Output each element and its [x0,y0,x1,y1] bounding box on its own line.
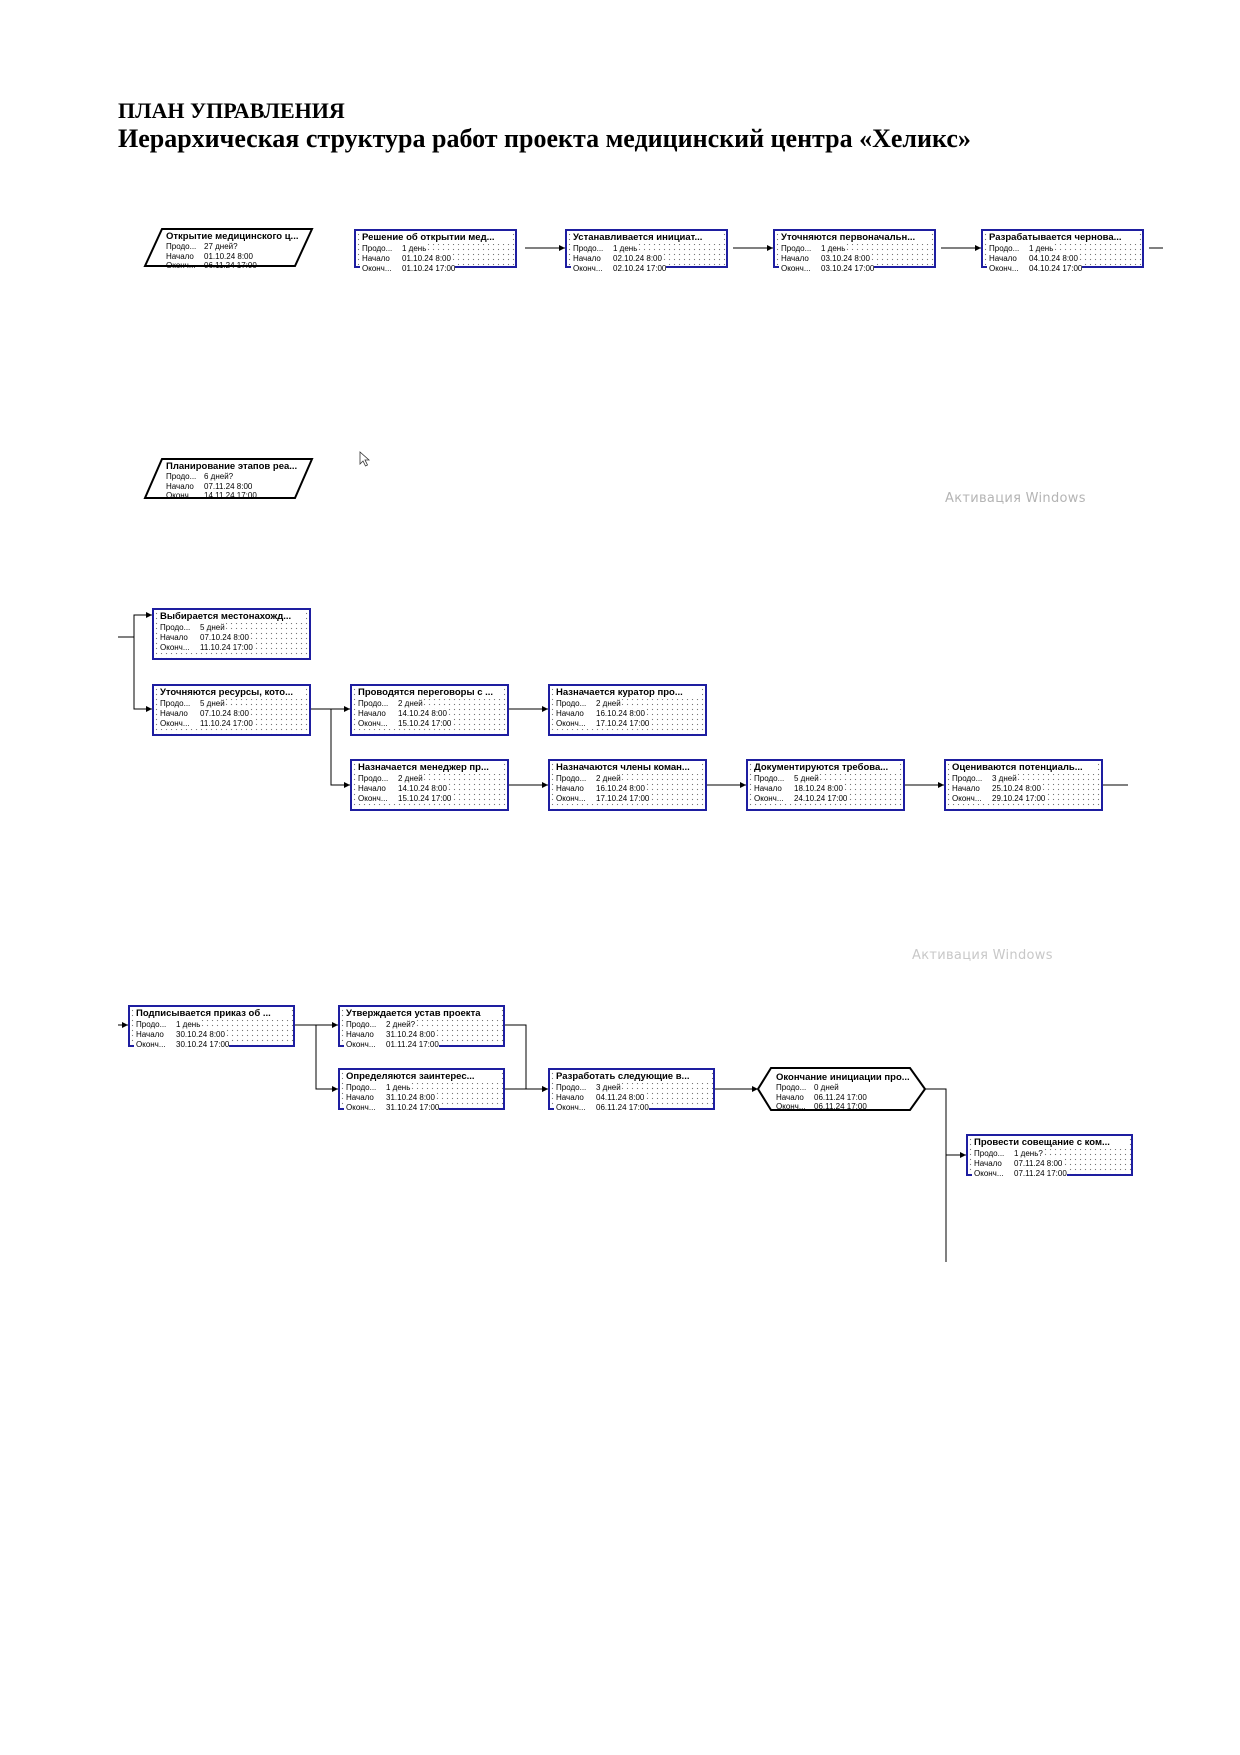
task-node-t3[interactable] [773,229,936,273]
field-value: 11.10.24 17:00 [200,643,253,652]
connector-t14-t16 [505,1025,548,1089]
field-label: Начало [344,1030,384,1040]
connector-t13-t15 [316,1025,338,1089]
field-value: 24.10.24 17:00 [794,794,848,803]
task-node-t12[interactable] [944,759,1103,811]
field-label: Продо... [356,699,396,709]
field-label: Начало [166,251,194,261]
field-value: 14.11.24 17:00 [204,491,257,500]
field-label: Продо... [554,1083,594,1093]
field-label: Начало [356,709,396,719]
field-label: Начало [987,254,1027,264]
field-value: 14.10.24 8:00 [398,784,447,793]
task-name: Открытие медицинского ц... [166,231,299,242]
field-value: 29.10.24 17:00 [992,794,1046,803]
field-label: Начало [158,633,198,643]
field-value: 5 дней [200,699,225,708]
field-label: Продо... [344,1083,384,1093]
field-label: Оконч... [571,264,611,274]
summary-task-s1[interactable] [152,228,302,270]
field-label: Оконч... [158,719,198,729]
field-label: Начало [554,784,594,794]
field-label: Продо... [972,1149,1012,1159]
task-name: Устанавливается инициат... [571,232,723,244]
field-label: Оконч... [134,1040,174,1050]
field-value: 5 дней [200,623,225,632]
field-value: 07.10.24 8:00 [200,633,249,642]
connector-t6-t9 [331,709,350,785]
field-label: Продо... [950,774,990,784]
plan-title: ПЛАН УПРАВЛЕНИЯ [118,98,345,123]
field-value: 07.11.24 8:00 [204,481,253,491]
field-value: 06.11.24 17:00 [596,1103,649,1112]
task-node-t4[interactable] [981,229,1144,273]
wbs-title: Иерархическая структура работ проекта медицинский центра «Хеликс» [118,123,971,153]
field-label: Начало [356,784,396,794]
field-label: Продо... [158,623,198,633]
field-value: 07.11.24 17:00 [1014,1169,1067,1178]
field-value: 31.10.24 17:00 [386,1103,440,1112]
field-value: 31.10.24 8:00 [386,1093,435,1102]
field-value: 03.10.24 8:00 [821,254,870,263]
field-label: Продо... [571,244,611,254]
field-value: 3 дней [596,1083,621,1092]
task-node-t1[interactable] [354,229,517,273]
field-value: 1 день? [1014,1149,1043,1158]
field-label: Начало [134,1030,174,1040]
field-value: 01.10.24 17:00 [402,264,456,273]
field-label: Оконч... [344,1103,384,1113]
field-value: 2 дней [398,774,423,783]
field-label: Оконч... [344,1040,384,1050]
field-value: 02.10.24 17:00 [613,264,667,273]
field-value: 06.11.24 17:00 [204,261,257,270]
field-value: 16.10.24 8:00 [596,709,645,718]
field-value: 02.10.24 8:00 [613,254,662,263]
field-value: 1 день [613,244,638,253]
connector-m1-down [925,1089,946,1262]
field-label: Продо... [554,699,594,709]
task-name: Уточняются первоначальн... [779,232,931,244]
field-value: 2 дней? [386,1020,416,1029]
field-value: 15.10.24 17:00 [398,719,452,728]
task-name: Уточняются ресурсы, кото... [158,687,306,699]
field-value: 6 дней? [204,472,234,481]
field-value: 1 день [1029,244,1054,253]
milestone-node-m1[interactable] [762,1068,912,1110]
task-name: Решение об открытии мед... [360,232,512,244]
field-label: Оконч... [158,643,198,653]
field-value: 11.10.24 17:00 [200,719,253,728]
task-name: Разработать следующие в... [554,1071,710,1083]
field-value: 16.10.24 8:00 [596,784,645,793]
task-node-t5[interactable] [152,608,311,660]
field-value: 04.10.24 8:00 [1029,254,1078,263]
field-value: 31.10.24 8:00 [386,1030,435,1039]
connector-in-t6 [134,637,152,709]
field-label: Оконч... [779,264,819,274]
task-name: Документируются требова... [752,762,900,774]
field-value: 14.10.24 8:00 [398,709,447,718]
field-label: Продо... [987,244,1027,254]
field-label: Начало [776,1092,804,1102]
field-value: 07.10.24 8:00 [200,709,249,718]
field-label: Оконч... [950,794,990,804]
field-value: 30.10.24 17:00 [176,1040,230,1049]
field-value: 04.11.24 8:00 [596,1093,645,1102]
field-label: Продо... [344,1020,384,1030]
field-value: 04.10.24 17:00 [1029,264,1083,273]
task-name: Провести совещание с ком... [972,1137,1128,1149]
field-label: Продо... [779,244,819,254]
field-label: Оконч... [356,719,396,729]
task-node-t9[interactable] [350,759,509,811]
field-value: 30.10.24 8:00 [176,1030,225,1039]
field-label: Оконч... [972,1169,1012,1179]
field-label: Оконч... [356,794,396,804]
field-value: 0 дней [814,1083,839,1092]
field-value: 2 дней [596,699,621,708]
task-node-t7[interactable] [350,684,509,736]
field-label: Оконч... [554,794,594,804]
field-label: Оконч... [554,719,594,729]
field-label: Начало [972,1159,1012,1169]
field-label: Начало [571,254,611,264]
task-node-t11[interactable] [746,759,905,811]
field-value: 15.10.24 17:00 [398,794,452,803]
field-value: 06.11.24 17:00 [814,1102,867,1111]
task-node-t16[interactable] [548,1068,715,1110]
mouse-pointer-icon [360,452,369,466]
task-name: Оцениваются потенциаль... [950,762,1098,774]
field-value: 27 дней? [204,242,238,251]
field-value: 5 дней [794,774,819,783]
field-value: 03.10.24 17:00 [821,264,875,273]
field-label: Оконч... [752,794,792,804]
field-label: Оконч... [987,264,1027,274]
windows-activation-watermark: Активация Windows [945,491,1086,506]
field-value: 2 дней [398,699,423,708]
field-label: Начало [344,1093,384,1103]
task-name: Планирование этапов реа... [166,461,298,472]
field-value: 1 день [821,244,846,253]
task-node-t8[interactable] [548,684,707,736]
field-label: Начало [158,709,198,719]
field-value: 01.10.24 8:00 [402,254,451,263]
field-label: Продо... [752,774,792,784]
task-node-t10[interactable] [548,759,707,811]
field-label: Оконч... [776,1102,806,1111]
field-value: 25.10.24 8:00 [992,784,1041,793]
field-label: Оконч... [166,491,196,500]
field-label: Оконч... [360,264,400,274]
task-node-t13[interactable] [128,1005,295,1047]
connector-in-t5 [134,615,152,637]
task-node-t14[interactable] [338,1005,505,1047]
task-name: Разрабатывается чернова... [987,232,1139,244]
task-name: Проводятся переговоры с ... [356,687,504,699]
field-value: 01.10.24 8:00 [204,251,253,261]
task-node-t6[interactable] [152,684,311,736]
field-value: 2 дней [596,774,621,783]
windows-activation-watermark-partial: Активация Windows [912,948,1053,963]
task-name: Назначается куратор про... [554,687,702,699]
field-value: 1 день [402,244,427,253]
field-label: Начало [554,709,594,719]
summary-task-s2[interactable] [152,458,302,498]
task-name: Подписывается приказ об ... [134,1008,290,1020]
field-label: Оконч... [166,261,196,270]
field-label: Продо... [356,774,396,784]
field-label: Оконч... [554,1103,594,1113]
task-node-t15[interactable] [338,1068,505,1110]
field-label: Продо... [158,699,198,709]
task-name: Выбирается местонахожд... [158,611,306,623]
task-name: Назначаются члены коман... [554,762,702,774]
field-value: 07.11.24 8:00 [1014,1159,1063,1168]
field-label: Начало [950,784,990,794]
task-node-t2[interactable] [565,229,728,273]
field-label: Продо... [360,244,400,254]
field-value: 17.10.24 17:00 [596,719,650,728]
field-label: Начало [360,254,400,264]
task-name: Назначается менеджер пр... [356,762,504,774]
field-label: Продо... [554,774,594,784]
field-label: Начало [554,1093,594,1103]
field-value: 1 день [386,1083,411,1092]
field-label: Начало [166,481,194,491]
task-name: Определяются заинтерес... [344,1071,500,1083]
field-label: Начало [779,254,819,264]
task-name: Утверждается устав проекта [344,1008,500,1020]
field-label: Продо... [166,242,197,251]
task-node-t17[interactable] [966,1134,1133,1176]
task-name: Окончание инициации про... [776,1072,910,1083]
field-value: 01.11.24 17:00 [386,1040,439,1049]
field-label: Продо... [166,472,197,481]
field-value: 17.10.24 17:00 [596,794,650,803]
field-value: 18.10.24 8:00 [794,784,843,793]
field-label: Начало [752,784,792,794]
field-value: 3 дней [992,774,1017,783]
field-value: 06.11.24 17:00 [814,1092,867,1102]
field-value: 1 день [176,1020,201,1029]
field-label: Продо... [134,1020,174,1030]
field-label: Продо... [776,1083,807,1092]
